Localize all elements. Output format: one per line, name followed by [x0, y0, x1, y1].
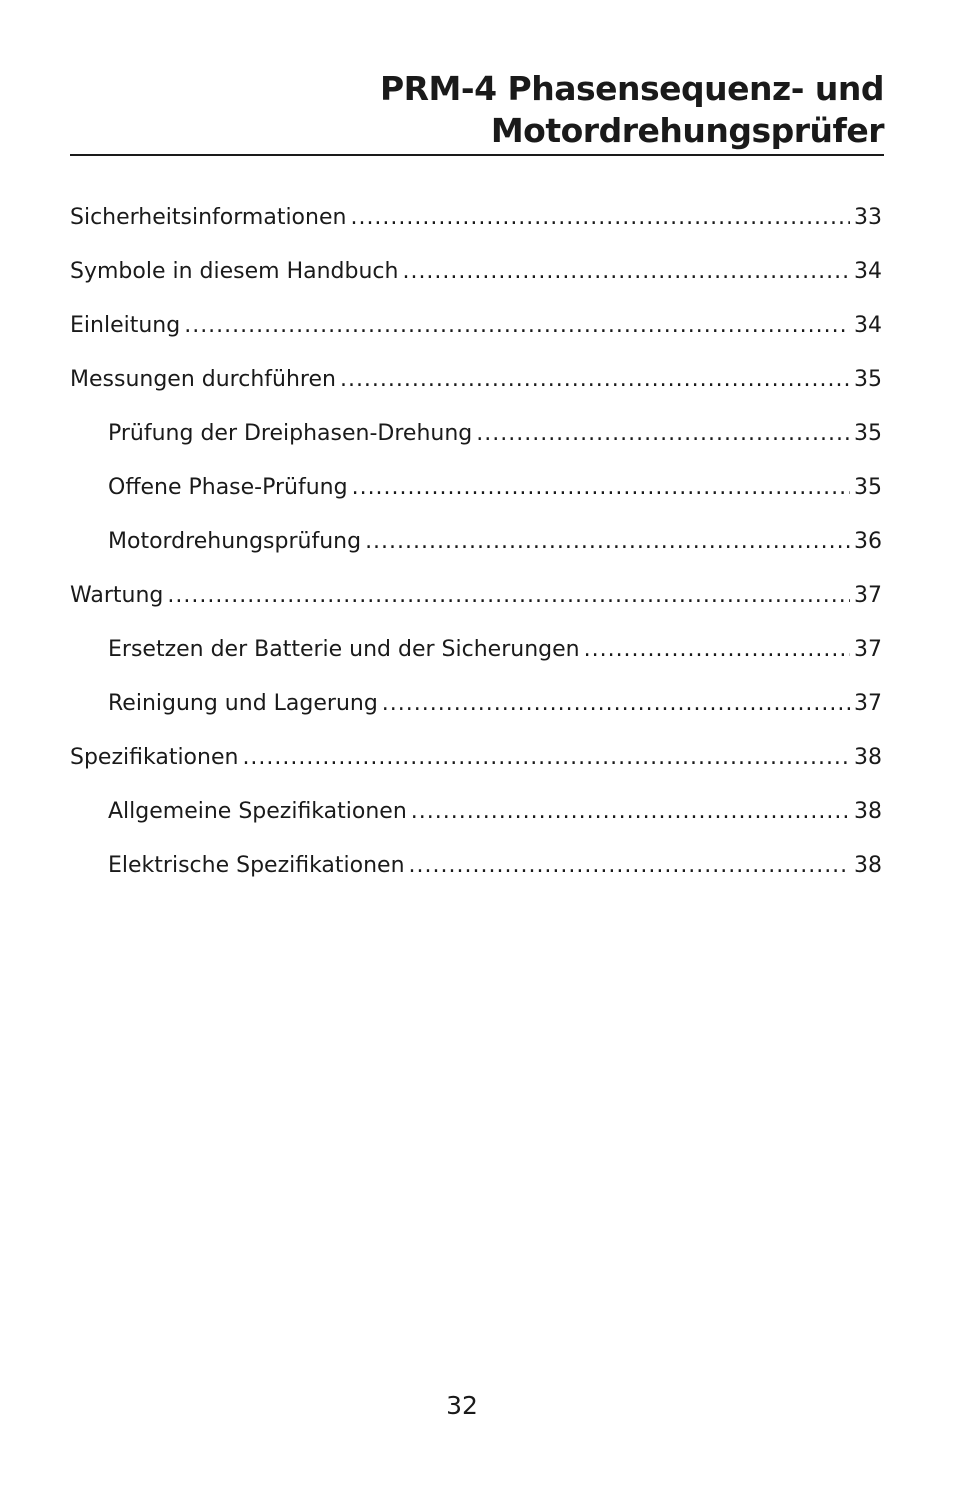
toc-entry-label: Einleitung: [70, 313, 181, 338]
toc-dot-leader: [340, 360, 850, 400]
toc-dot-leader: [167, 576, 850, 616]
toc-dot-leader: [352, 468, 850, 508]
toc-entry-page: 38: [854, 853, 882, 878]
toc-dot-leader: [350, 198, 850, 238]
toc-entry-page: 37: [854, 583, 882, 608]
toc-entry-sicherheitsinformationen[interactable]: [70, 198, 882, 252]
toc-dot-leader: [409, 846, 850, 886]
toc-entry-page: 38: [854, 745, 882, 770]
toc-entry-page: 33: [854, 205, 882, 230]
toc-dot-leader: [365, 522, 850, 562]
toc-dot-leader: [476, 414, 850, 454]
toc-entry-page: 35: [854, 421, 882, 446]
toc-entry-label: Reinigung und Lagerung: [108, 691, 378, 716]
toc-entry-label: Wartung: [70, 583, 164, 608]
toc-dot-leader: [382, 684, 850, 724]
toc-entry-batterie-sicherungen[interactable]: [70, 630, 882, 684]
toc-entry-label: Prüfung der Dreiphasen-Drehung: [108, 421, 473, 446]
toc-entry-page: 37: [854, 637, 882, 662]
toc-entry-label: Elektrische Spezifikationen: [108, 853, 405, 878]
toc-dot-leader: [242, 738, 850, 778]
toc-entry-spezifikationen[interactable]: [70, 738, 882, 792]
toc-dot-leader: [411, 792, 850, 832]
toc-entry-page: 35: [854, 367, 882, 392]
toc-entry-reinigung-lagerung[interactable]: [70, 684, 882, 738]
toc-entry-wartung[interactable]: [70, 576, 882, 630]
toc-entry-page: 38: [854, 799, 882, 824]
toc-entry-messungen[interactable]: [70, 360, 882, 414]
toc-entry-label: Allgemeine Spezifikationen: [108, 799, 407, 824]
toc-entry-page: 36: [854, 529, 882, 554]
toc-entry-label: Sicherheitsinformationen: [70, 205, 347, 230]
toc-entry-label: Motordrehungsprüfung: [108, 529, 362, 554]
toc-entry-label: Messungen durchführen: [70, 367, 336, 392]
toc-entry-label: Symbole in diesem Handbuch: [70, 259, 399, 284]
toc-dot-leader: [184, 306, 850, 346]
table-of-contents: [70, 198, 882, 900]
toc-entry-label: Offene Phase-Prüfung: [108, 475, 348, 500]
toc-entry-allgemeine-spezifikationen[interactable]: [70, 792, 882, 846]
toc-entry-dreiphasen-drehung[interactable]: [70, 414, 882, 468]
page-title-line-1: PRM-4 Phasensequenz- und: [379, 69, 884, 108]
toc-entry-page: 34: [854, 313, 882, 338]
toc-entry-symbole[interactable]: [70, 252, 882, 306]
toc-entry-page: 34: [854, 259, 882, 284]
page-number: 32: [446, 1391, 478, 1420]
page-title: [70, 68, 884, 156]
toc-dot-leader: [584, 630, 850, 670]
toc-entry-page: 35: [854, 475, 882, 500]
toc-entry-einleitung[interactable]: [70, 306, 882, 360]
toc-entry-page: 37: [854, 691, 882, 716]
toc-entry-elektrische-spezifikationen[interactable]: [70, 846, 882, 900]
toc-entry-motordrehungspruefung[interactable]: [70, 522, 882, 576]
toc-entry-label: Spezifikationen: [70, 745, 239, 770]
toc-entry-offene-phase[interactable]: [70, 468, 882, 522]
toc-dot-leader: [402, 252, 850, 292]
toc-entry-label: Ersetzen der Batterie und der Sicherungen: [108, 637, 580, 662]
page-title-line-2: Motordrehungsprüfer: [490, 111, 884, 150]
